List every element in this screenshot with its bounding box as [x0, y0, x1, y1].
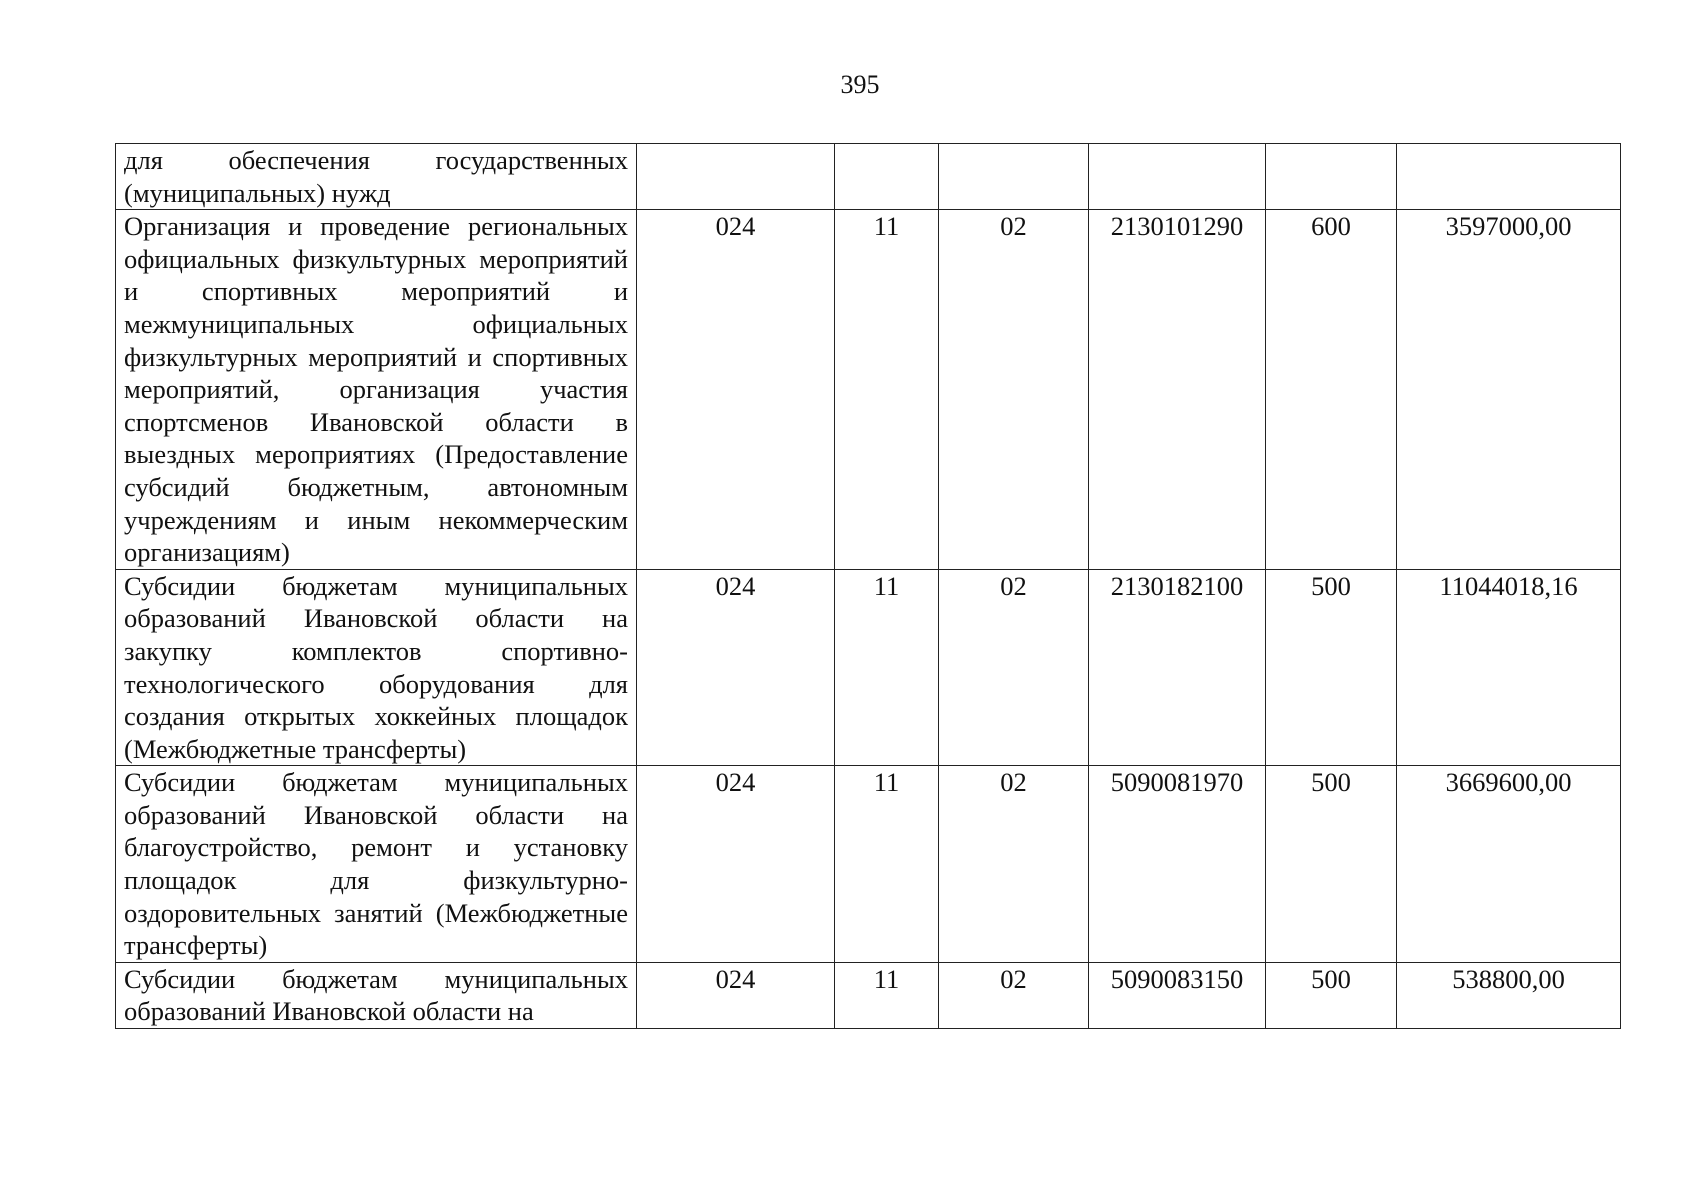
- ministry-code: 024: [637, 569, 835, 766]
- table-row: [116, 962, 1621, 1028]
- budget-table: [115, 143, 1621, 1029]
- amount: 3669600,00: [1397, 766, 1621, 963]
- section-code: 11: [835, 766, 939, 963]
- subsection-code: 02: [939, 766, 1089, 963]
- target-article-code: 5090083150: [1089, 962, 1266, 1028]
- subsection-code: [939, 144, 1089, 210]
- ministry-code: 024: [637, 210, 835, 570]
- target-article-code: 2130101290: [1089, 210, 1266, 570]
- expense-type-code: 500: [1266, 766, 1397, 963]
- subsection-code: 02: [939, 569, 1089, 766]
- subsection-code: 02: [939, 210, 1089, 570]
- section-code: [835, 144, 939, 210]
- expense-description: Организация и проведение региональных официальных физкультурных мероприятий и спортивных мероприятий и межмуниципальных официальных физкультурных мероприятий и спортивных мероприятий, организация участия спортсменов Ивановской области в выездных мероприятиях (Предоставление субсидий бюджетным, автономным учреждениям и иным некоммерческим организациям): [116, 210, 637, 570]
- section-code: 11: [835, 210, 939, 570]
- ministry-code: 024: [637, 766, 835, 963]
- expense-type-code: 600: [1266, 210, 1397, 570]
- section-code: 11: [835, 962, 939, 1028]
- table-row: [116, 144, 1621, 210]
- page-number: 395: [840, 70, 880, 99]
- target-article-code: 5090081970: [1089, 766, 1266, 963]
- target-article-code: [1089, 144, 1266, 210]
- expense-description: Субсидии бюджетам муниципальных образований Ивановской области на закупку комплектов спортивно-технологического оборудования для создания открытых хоккейных площадок (Межбюджетные трансферты): [116, 569, 637, 766]
- subsection-code: 02: [939, 962, 1089, 1028]
- target-article-code: 2130182100: [1089, 569, 1266, 766]
- ministry-code: [637, 144, 835, 210]
- expense-type-code: [1266, 144, 1397, 210]
- amount: [1397, 144, 1621, 210]
- expense-description: Субсидии бюджетам муниципальных образований Ивановской области на благоустройство, ремонт и установку площадок для физкультурно-оздоровительных занятий (Межбюджетные трансферты): [116, 766, 637, 963]
- ministry-code: 024: [637, 962, 835, 1028]
- expense-description: Субсидии бюджетам муниципальных образований Ивановской области на: [116, 962, 637, 1028]
- table-row: [116, 210, 1621, 570]
- expense-type-code: 500: [1266, 962, 1397, 1028]
- amount: 538800,00: [1397, 962, 1621, 1028]
- amount: 3597000,00: [1397, 210, 1621, 570]
- section-code: 11: [835, 569, 939, 766]
- expense-type-code: 500: [1266, 569, 1397, 766]
- expense-description: для обеспечения государственных (муниципальных) нужд: [116, 144, 637, 210]
- table-row: [116, 766, 1621, 963]
- table-row: [116, 569, 1621, 766]
- amount: 11044018,16: [1397, 569, 1621, 766]
